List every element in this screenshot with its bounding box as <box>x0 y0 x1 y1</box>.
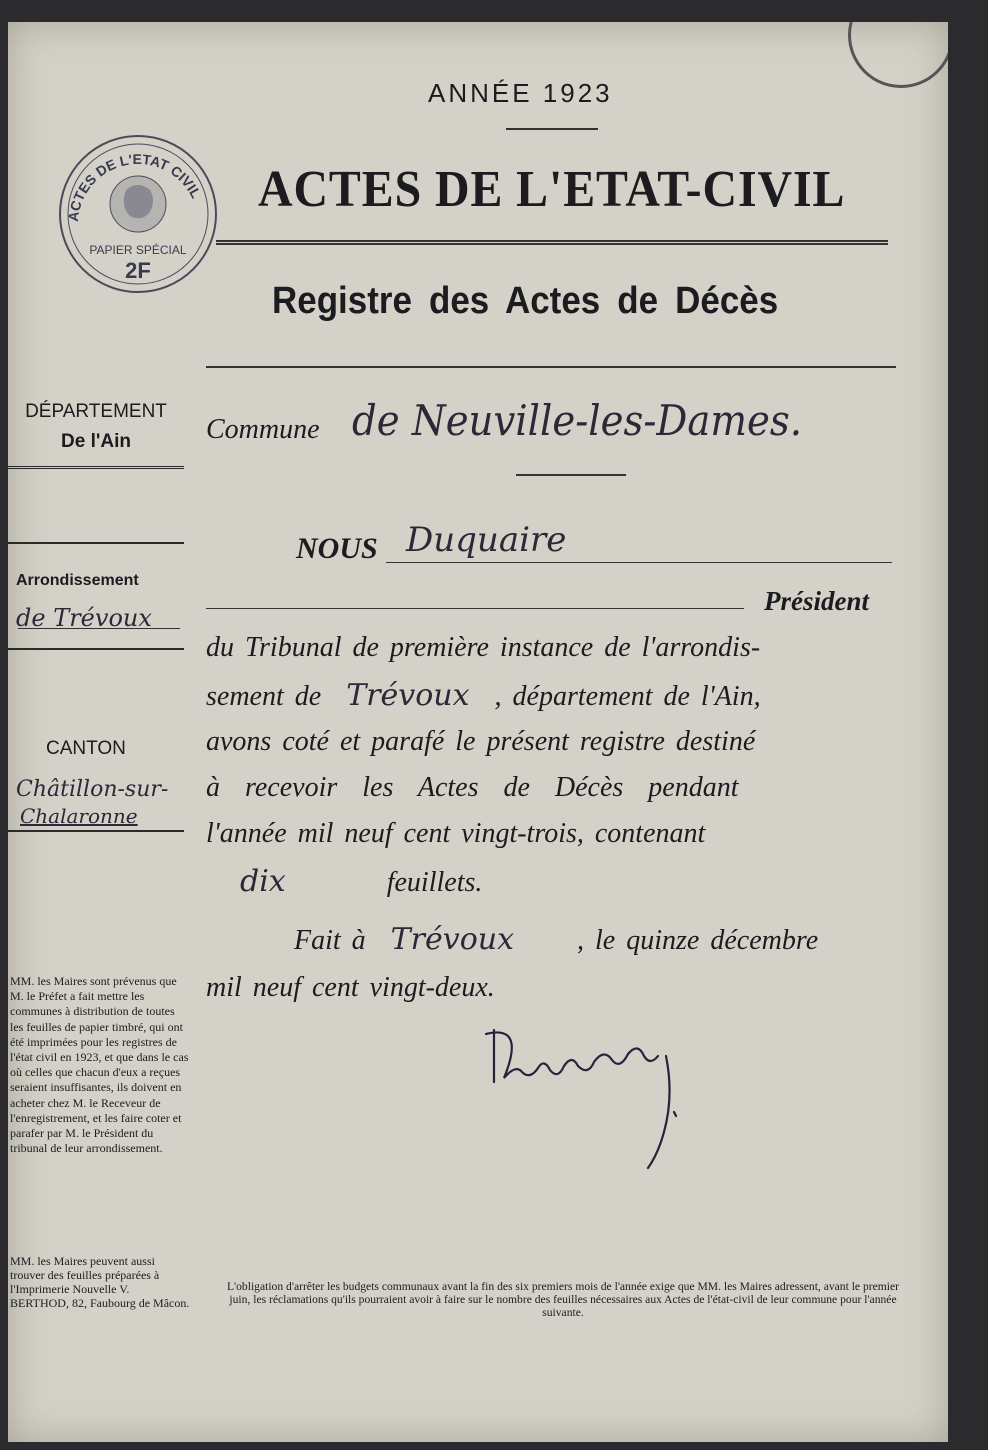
text-line-2 <box>206 678 761 713</box>
budget-footnote: L'obligation d'arrêter les budgets communaux avant la fin des six premiers mois de l'année exige que MM. les Maires adressent, avant le premier juin, les réclamations qu'ils pourraient avoir à faire sur le nombre des feuilles nécessaires aux Actes de l'état-civil de leur commune pour l'année suivante. <box>226 1280 900 1319</box>
commune-value: de Neuville-les-Dames. <box>352 396 803 445</box>
mayors-notice: MM. les Maires sont prévenus que M. le Préfet a fait mettre les communes à distribution de toutes les feuilles de papier timbré, qui ont été imprimées pour les registres de l'état civil en 1923, et que dans le cas où celles que chacun d'eux a reçues seraient insuffisantes, ils doivent en acheter chez M. le Receveur de l'enregistrement, et les faire coter et parafer par M. le Président du tribunal de leur arrondissement. <box>10 974 189 1156</box>
arrondissement-value: de Trévoux <box>16 604 152 632</box>
sidebar-divider <box>8 830 184 832</box>
nous-value: Duquaire <box>406 520 567 560</box>
binder-ring <box>848 22 948 88</box>
text-line-6 <box>240 864 482 899</box>
nous-label: NOUS <box>296 532 378 565</box>
president-signature <box>478 1022 698 1182</box>
department-label: DÉPARTEMENT <box>25 401 167 422</box>
stamp-label: PAPIER SPÉCIAL <box>89 243 187 257</box>
text-line-8: mil neuf cent vingt-deux. <box>206 972 495 1003</box>
fiscal-stamp <box>56 132 220 296</box>
department-block <box>8 397 184 457</box>
president-underline <box>206 608 744 609</box>
title-divider <box>216 240 888 245</box>
sidebar-divider <box>8 648 184 650</box>
text-line-4: à recevoir les Actes de Décès pendant <box>206 772 739 803</box>
commune-label: Commune <box>206 414 320 445</box>
canton-value-line1: Châtillon-sur- <box>16 777 169 802</box>
sidebar-divider <box>8 542 184 544</box>
subtitle-divider <box>206 366 896 368</box>
text-line-3: avons coté et parafé le présent registre destiné <box>206 726 756 757</box>
printer-notice: MM. les Maires peuvent aussi trouver des feuilles préparées à l'Imprimerie Nouvelle V. BERTHOD, 82, Faubourg de Mâcon. <box>10 1254 190 1310</box>
canton-label: CANTON <box>46 738 126 759</box>
canton-value-line2: Chalaronne <box>20 804 138 828</box>
line7-suffix: , le quinze décembre <box>577 925 819 956</box>
year-heading: ANNÉE 1923 <box>428 78 613 108</box>
text-line-5: l'année mil neuf cent vingt-trois, contenant <box>206 818 706 849</box>
stamp-ring-text: ACTES DE L'ETAT CIVIL <box>64 150 205 223</box>
marianne-head-icon <box>124 185 153 218</box>
line2-prefix: sement de <box>206 681 322 712</box>
register-page <box>8 22 948 1442</box>
place-value: Trévoux <box>390 922 515 957</box>
line6-suffix: feuillets. <box>386 867 483 898</box>
arrondissement-underline <box>18 628 180 629</box>
tribunal-town-value: Trévoux <box>346 678 470 713</box>
line7-prefix: Fait à <box>294 925 366 956</box>
register-subtitle: Registre des Actes de Décès <box>272 280 779 322</box>
text-line-1: du Tribunal de première instance de l'arrondis- <box>206 632 761 663</box>
year-divider <box>506 128 598 130</box>
department-value: De l'Ain <box>61 431 131 452</box>
nous-underline <box>386 562 892 563</box>
commune-divider <box>516 474 626 476</box>
stamp-price: 2F <box>125 258 151 283</box>
sheet-count-value: dix <box>240 864 286 899</box>
arrondissement-label: Arrondissement <box>16 572 139 589</box>
line2-suffix: , département de l'Ain, <box>494 681 761 712</box>
sidebar-divider <box>8 466 184 469</box>
president-label: Président <box>764 586 869 616</box>
text-line-7 <box>294 922 818 957</box>
main-title: ACTES DE L'ETAT-CIVIL <box>258 161 846 218</box>
